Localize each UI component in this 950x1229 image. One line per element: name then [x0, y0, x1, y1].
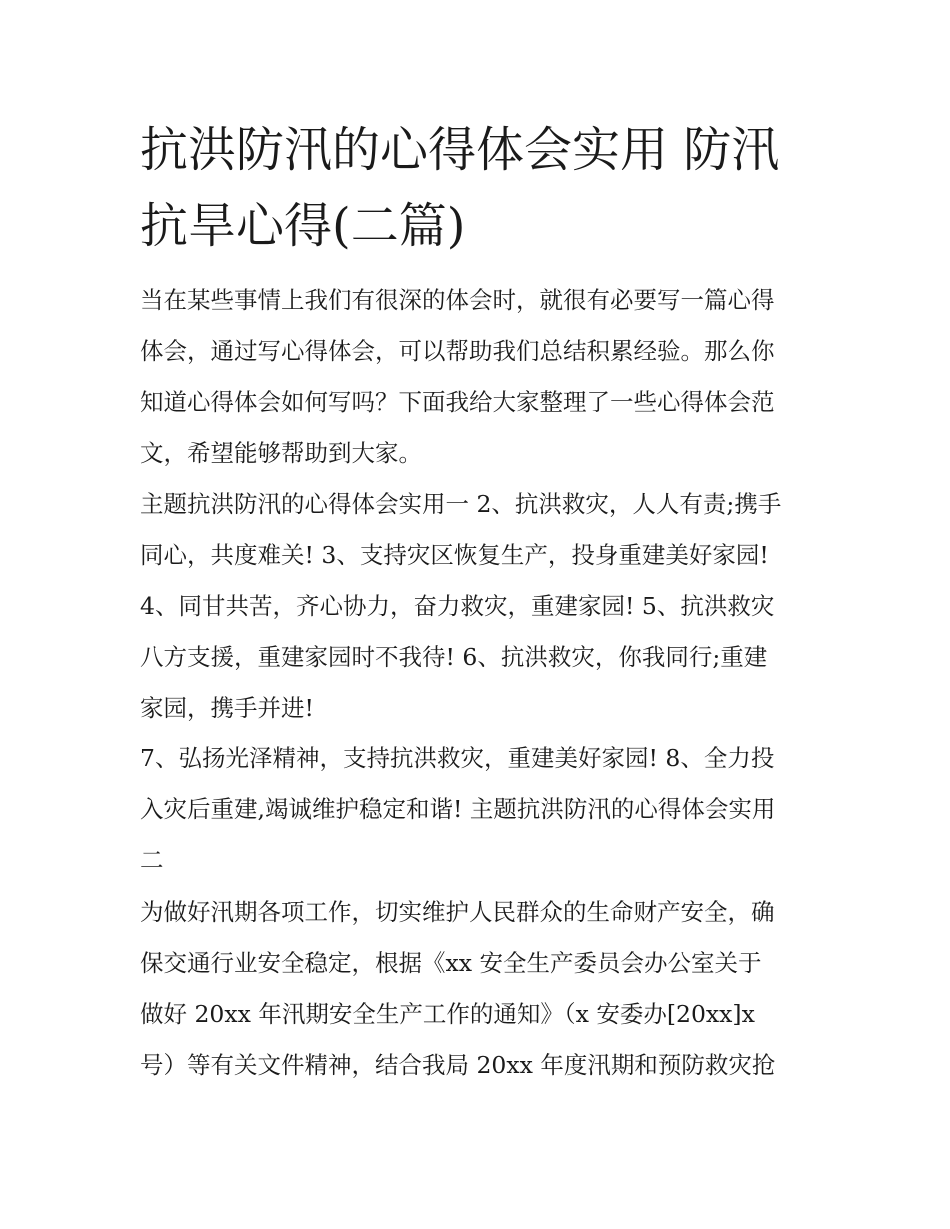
- body-paragraph: [140, 887, 810, 1091]
- paragraph-line: 号）等有关文件精神，结合我局 20xx 年度汛期和预防救灾抢: [140, 1051, 776, 1079]
- paragraph-line: 4、同甘共苦，齐心协力，奋力救灾，重建家园! 5、抗洪救灾: [140, 592, 775, 620]
- paragraph-line: 同心，共度难关! 3、支持灾区恢复生产，投身重建美好家园!: [140, 541, 769, 569]
- slogans-paragraph-continued: [140, 733, 810, 886]
- paragraph-line: 保交通行业安全稳定，根据《xx 安全生产委员会办公室关于: [140, 949, 762, 977]
- paragraph-line: 做好 20xx 年汛期安全生产工作的通知》（x 安委办[20xx]x: [140, 1000, 755, 1028]
- paragraph-line: 文，希望能够帮助到大家。: [140, 439, 422, 467]
- paragraph-line: 入灾后重建,竭诚维护稳定和谐! 主题抗洪防汛的心得体会实用: [140, 795, 776, 823]
- paragraph-line: 二: [140, 846, 164, 874]
- slogans-paragraph: [140, 479, 810, 734]
- paragraph-line: 知道心得体会如何写吗？下面我给大家整理了一些心得体会范: [140, 388, 775, 416]
- paragraph-line: 当在某些事情上我们有很深的体会时，就很有必要写一篇心得: [140, 286, 775, 314]
- paragraph-line: 家园，携手并进!: [140, 694, 314, 722]
- paragraph-line: 7、弘扬光泽精神，支持抗洪救灾，重建美好家园! 8、全力投: [140, 744, 775, 772]
- paragraph-line: 八方支援，重建家园时不我待! 6、抗洪救灾，你我同行;重建: [140, 643, 768, 671]
- title-line: 抗旱心得(二篇): [140, 198, 466, 254]
- intro-paragraph: [140, 275, 810, 479]
- paragraph-line: 为做好汛期各项工作，切实维护人民群众的生命财产安全，确: [140, 898, 775, 926]
- paragraph-line: 主题抗洪防汛的心得体会实用一 2、抗洪救灾，人人有责;携手: [140, 490, 782, 518]
- document-title: [140, 112, 810, 264]
- title-line: 抗洪防汛的心得体会实用 防汛: [140, 122, 780, 178]
- paragraph-line: 体会，通过写心得体会，可以帮助我们总结积累经验。那么你: [140, 337, 775, 365]
